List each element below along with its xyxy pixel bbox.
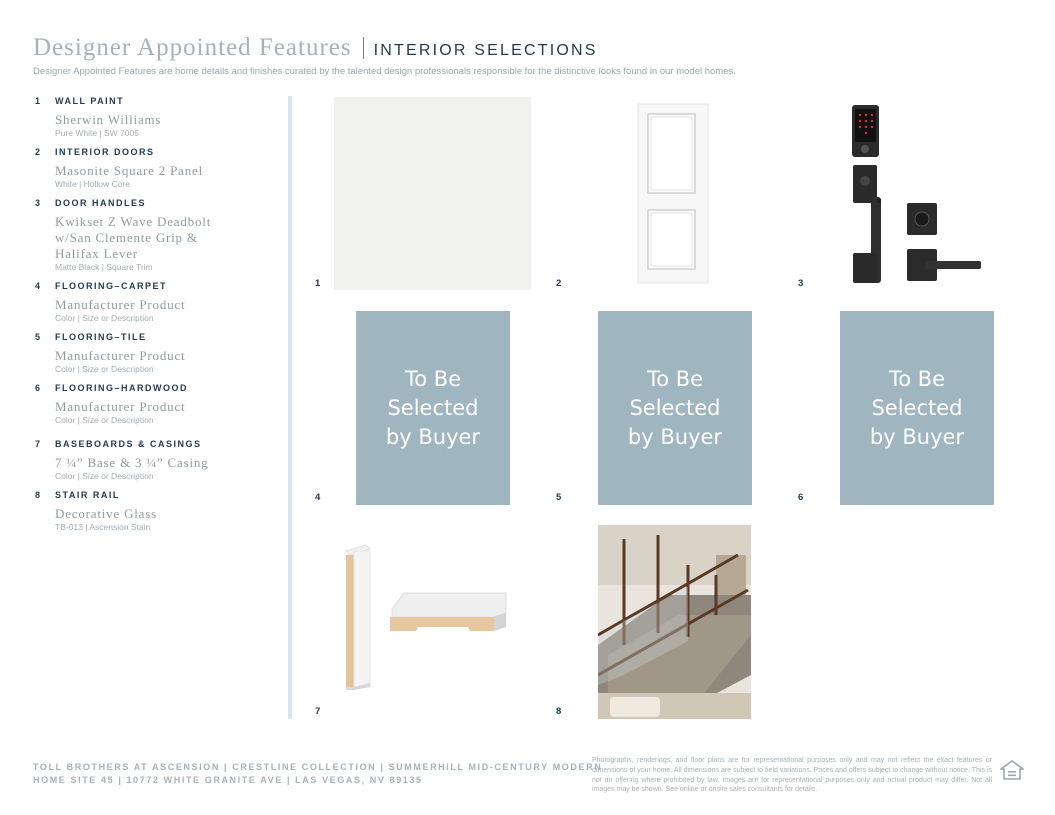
door-handles-image xyxy=(845,103,985,286)
placeholder-carpet xyxy=(356,311,510,505)
item-description: White | Hollow Core xyxy=(55,179,130,189)
page-subtitle: Designer Appointed Features are home details and finishes curated by the talented design professionals responsible for the distinctive looks found in our model homes. xyxy=(33,66,736,77)
selection-item-flooring-tile xyxy=(35,332,270,374)
tile-number-1: 1 xyxy=(315,278,321,289)
item-description: Color | Size or Description xyxy=(55,364,154,374)
item-description: Color | Size or Description xyxy=(55,471,154,481)
tile-number-8: 8 xyxy=(556,706,562,717)
item-label: DOOR HANDLES xyxy=(55,198,147,208)
title-row xyxy=(33,34,1033,62)
item-label: INTERIOR DOORS xyxy=(55,147,155,157)
tile-number-5: 5 xyxy=(556,492,562,503)
footer-line-1: TOLL BROTHERS AT ASCENSION | CRESTLINE COLLECTION | SUMMERHILL MID-CENTURY MODERN xyxy=(33,762,603,772)
item-number: 7 xyxy=(35,439,42,449)
item-product: Sherwin Williams xyxy=(55,112,162,127)
selection-item-wall-paint xyxy=(35,96,270,138)
title-divider xyxy=(363,37,364,59)
placeholder-tile xyxy=(598,311,752,505)
item-product: Manufacturer Product xyxy=(55,297,186,312)
section-title: INTERIOR SELECTIONS xyxy=(373,42,598,59)
selection-list xyxy=(35,96,270,541)
item-description: Pure White | SW 7005 xyxy=(55,128,139,138)
footer-community xyxy=(33,761,602,787)
selection-item-interior-doors xyxy=(35,147,270,189)
footer-disclaimer: Photographs, renderings, and floor plans are for representational purposes only and may not reflect the exact features or dimensions of your home. All dimensions are subject to field variations. Prices and offers subject to change without notice. This is not an offering where prohibited by law. Images are for representational purposes only and actual product may differ. Not all images may be shown. See online or onsite sales consultants for details. xyxy=(592,757,992,794)
item-label: FLOORING–CARPET xyxy=(55,281,168,291)
door-image xyxy=(637,103,709,284)
item-number: 1 xyxy=(35,96,42,106)
item-number: 6 xyxy=(35,383,42,393)
equal-housing-icon xyxy=(1000,759,1024,783)
item-label: FLOORING–TILE xyxy=(55,332,147,342)
selection-item-flooring-hardwood xyxy=(35,383,270,425)
baseboard-casing-image xyxy=(340,543,512,693)
page-title: Designer Appointed Features xyxy=(33,34,352,61)
item-product: Manufacturer Product xyxy=(55,399,186,414)
selection-item-door-handles xyxy=(35,198,270,272)
item-product: Masonite Square 2 Panel xyxy=(55,163,204,178)
placeholder-text: To Be Selected by Buyer xyxy=(627,366,723,449)
placeholder-text: To Be Selected by Buyer xyxy=(869,366,965,449)
item-number: 4 xyxy=(35,281,42,291)
page-header xyxy=(33,34,1033,77)
item-label: STAIR RAIL xyxy=(55,490,120,500)
item-description: Color | Size or Description xyxy=(55,313,154,323)
item-number: 8 xyxy=(35,490,42,500)
selection-item-flooring-carpet xyxy=(35,281,270,323)
tile-number-6: 6 xyxy=(798,492,804,503)
item-product: Manufacturer Product xyxy=(55,348,186,363)
tile-number-7: 7 xyxy=(315,706,321,717)
vertical-divider xyxy=(288,96,292,719)
selection-item-baseboards xyxy=(35,439,270,481)
item-product: 7 ¼” Base & 3 ¼” Casing xyxy=(55,455,209,470)
tile-number-4: 4 xyxy=(315,492,321,503)
footer-line-2: HOME SITE 45 | 10772 WHITE GRANITE AVE | LAS VEGAS, NV 89135 xyxy=(33,775,423,785)
tile-number-2: 2 xyxy=(556,278,562,289)
item-product: Kwikset Z Wave Deadbolt w/San Clemente Grip & Halifax Lever xyxy=(55,214,212,261)
item-description: Matte Black | Square Trim xyxy=(55,262,153,272)
item-description: Color | Size or Description xyxy=(55,415,154,425)
placeholder-hardwood xyxy=(840,311,994,505)
stair-rail-image xyxy=(598,525,751,719)
item-number: 2 xyxy=(35,147,42,157)
item-description: TB-013 | Ascension Stain xyxy=(55,522,151,532)
item-number: 5 xyxy=(35,332,42,342)
selection-item-stair-rail xyxy=(35,490,270,532)
placeholder-text: To Be Selected by Buyer xyxy=(385,366,481,449)
paint-swatch xyxy=(334,97,531,290)
tile-number-3: 3 xyxy=(798,278,804,289)
item-label: FLOORING–HARDWOOD xyxy=(55,383,188,393)
item-label: BASEBOARDS & CASINGS xyxy=(55,439,202,449)
item-label: WALL PAINT xyxy=(55,96,125,106)
item-number: 3 xyxy=(35,198,42,208)
item-product: Decorative Glass xyxy=(55,506,157,521)
